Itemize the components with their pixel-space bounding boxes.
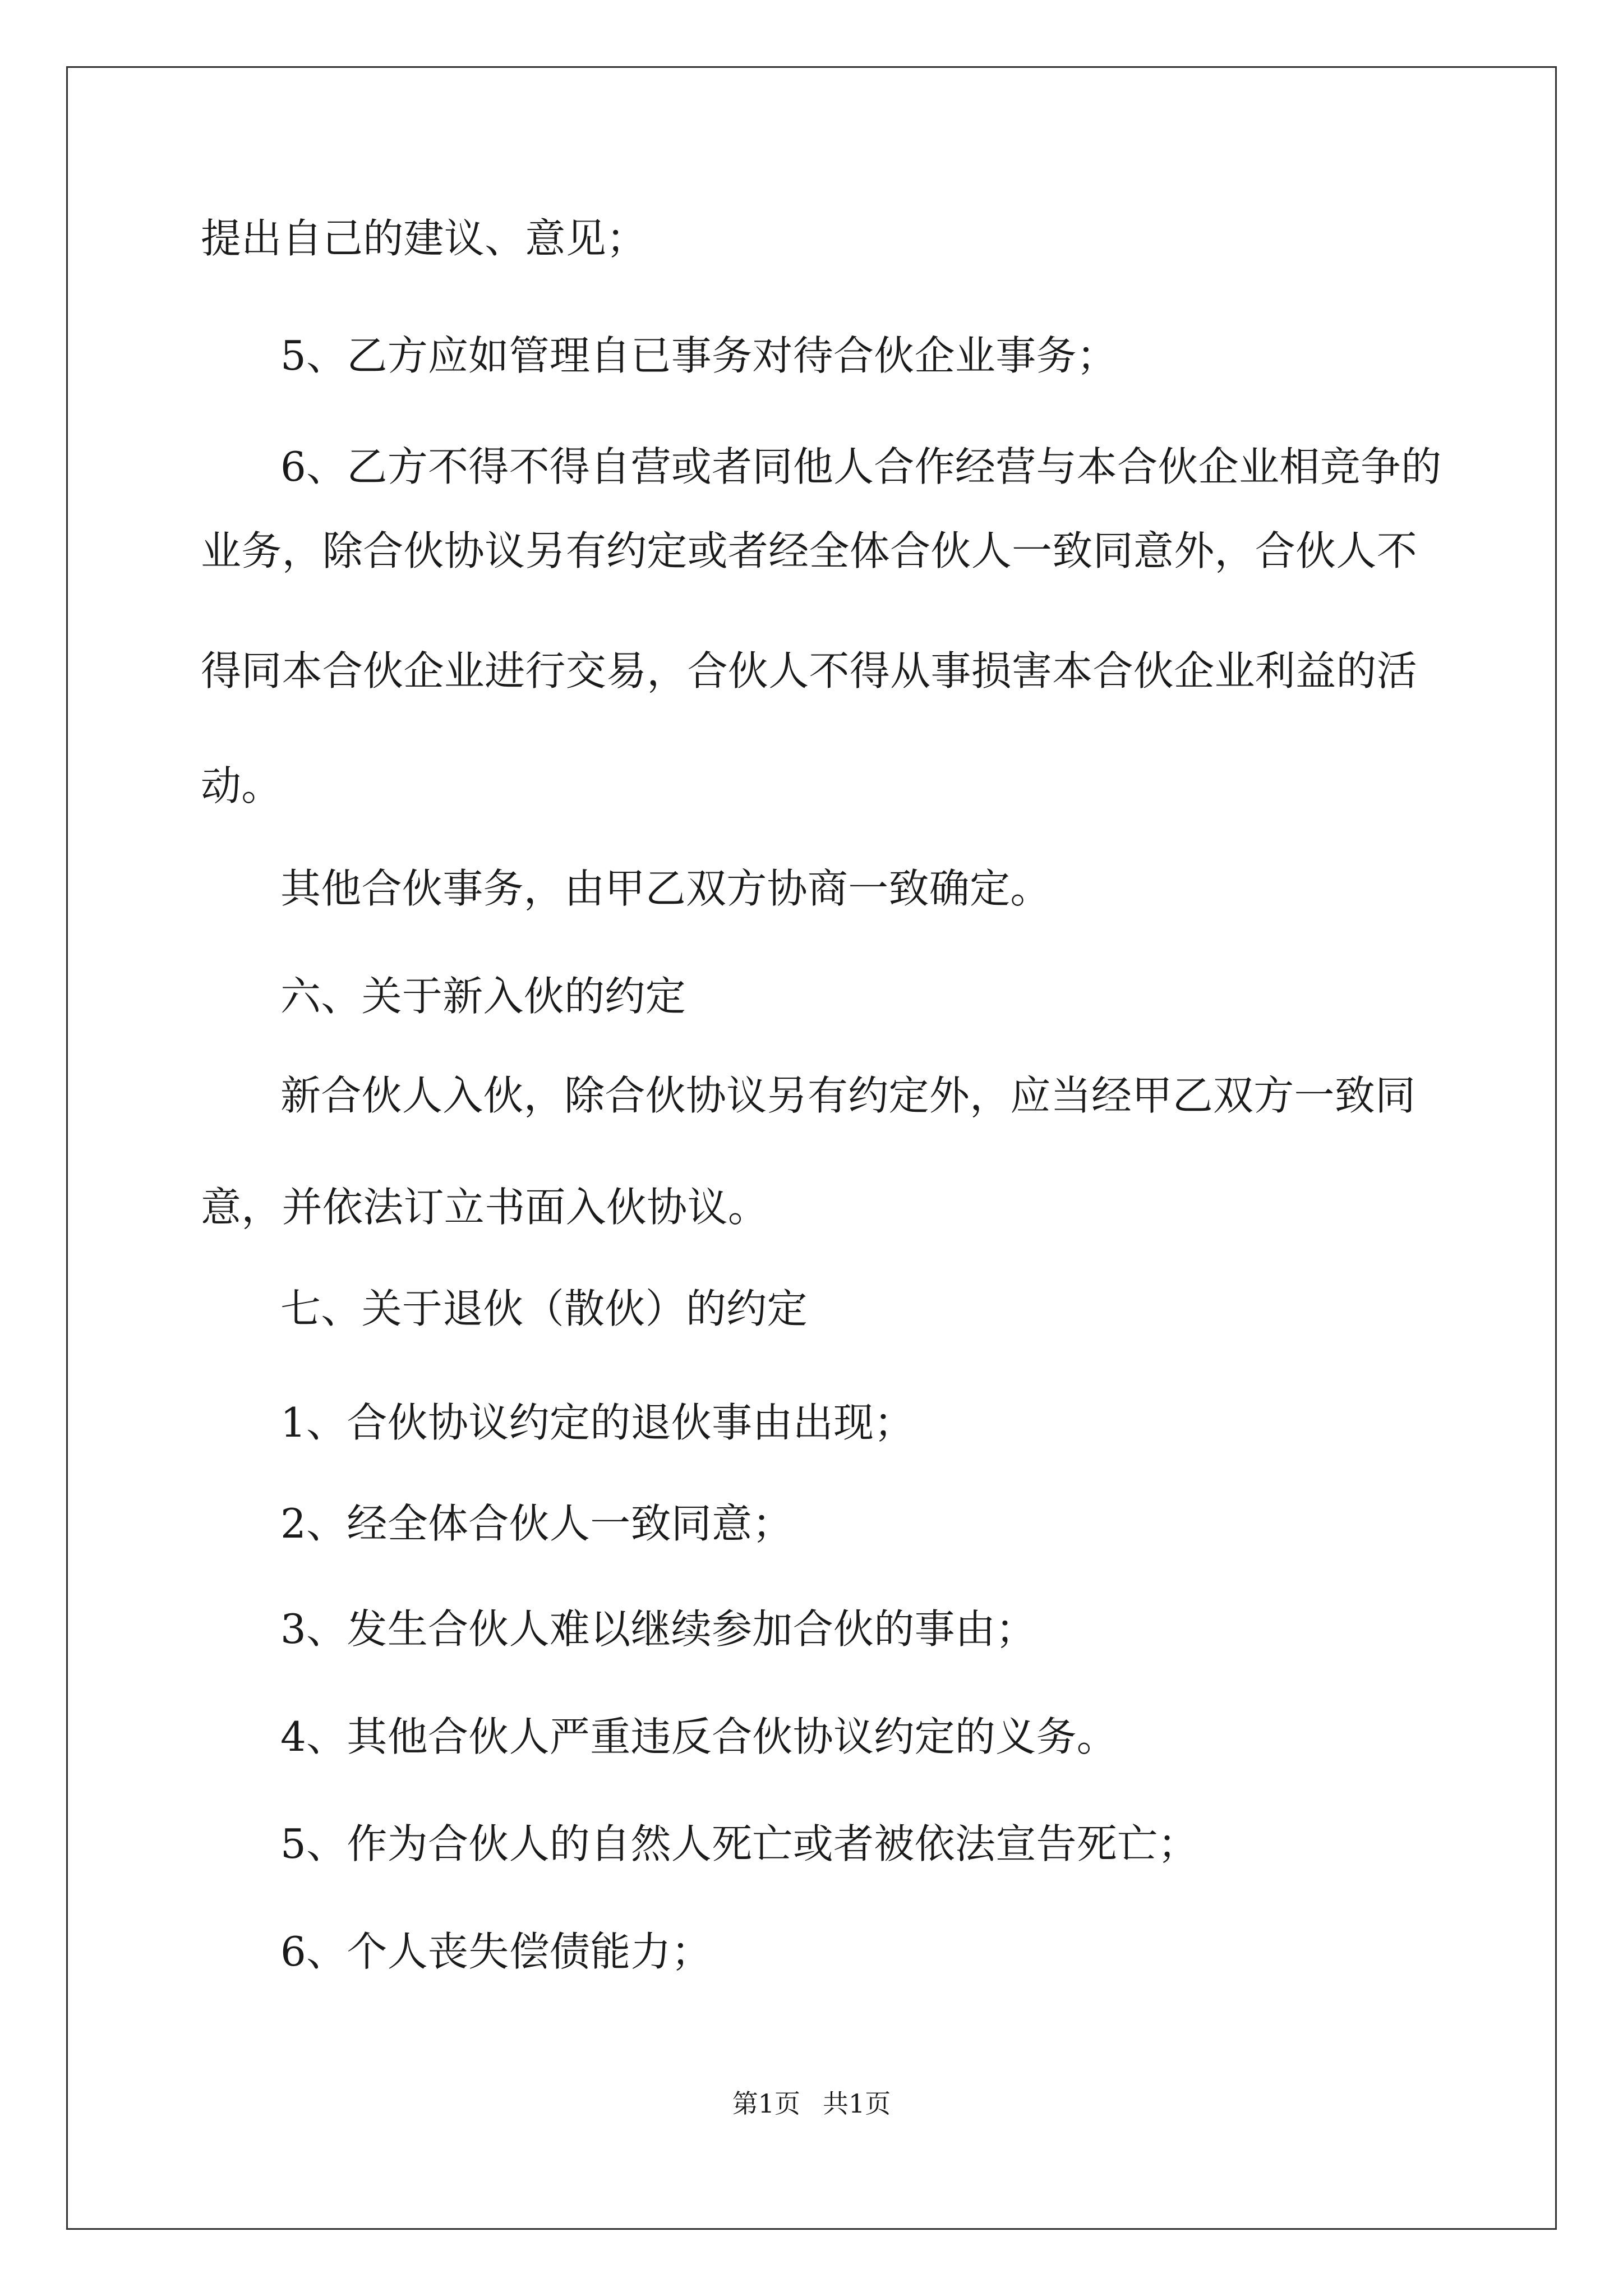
list-item: 4、其他合伙人严重违反合伙协议约定的义务。 xyxy=(280,1713,1118,1760)
list-item: 6、个人丧失偿债能力； xyxy=(280,1928,712,1975)
text-line: 其他合伙事务，由甲乙双方协商一致确定。 xyxy=(280,865,1051,912)
page-total: 共1页 xyxy=(823,2088,891,2119)
text-line: 6、乙方不得不得自营或者同他人合作经营与本合伙企业相竞争的 xyxy=(280,443,1442,490)
text-line: 5、乙方应如管理自已事务对待合伙企业事务； xyxy=(280,332,1118,379)
list-item: 2、经全体合伙人一致同意； xyxy=(280,1500,793,1547)
text-line: 新合伙人入伙，除合伙协议另有约定外，应当经甲乙双方一致同 xyxy=(280,1072,1416,1119)
text-line: 提出自己的建议、意见； xyxy=(201,215,647,262)
list-item: 1、合伙协议约定的退伙事由出现； xyxy=(280,1399,915,1446)
list-item: 5、作为合伙人的自然人死亡或者被依法宣告死亡； xyxy=(280,1820,1198,1867)
text-line: 动。 xyxy=(201,762,282,809)
section-heading: 七、关于退伙（散伙）的约定 xyxy=(280,1285,808,1332)
text-line: 意，并依法订立书面入伙协议。 xyxy=(201,1184,769,1231)
text-line: 得同本合伙企业进行交易，合伙人不得从事损害本合伙企业利益的活 xyxy=(201,647,1418,694)
page-footer xyxy=(0,2088,1623,2119)
list-item: 3、发生合伙人难以继续参加合伙的事由； xyxy=(280,1605,1036,1653)
page-border xyxy=(66,66,1557,2230)
section-heading: 六、关于新入伙的约定 xyxy=(280,973,686,1020)
page-number: 第1页 xyxy=(732,2088,800,2119)
text-line: 业务，除合伙协议另有约定或者经全体合伙人一致同意外，合伙人不 xyxy=(201,527,1418,574)
